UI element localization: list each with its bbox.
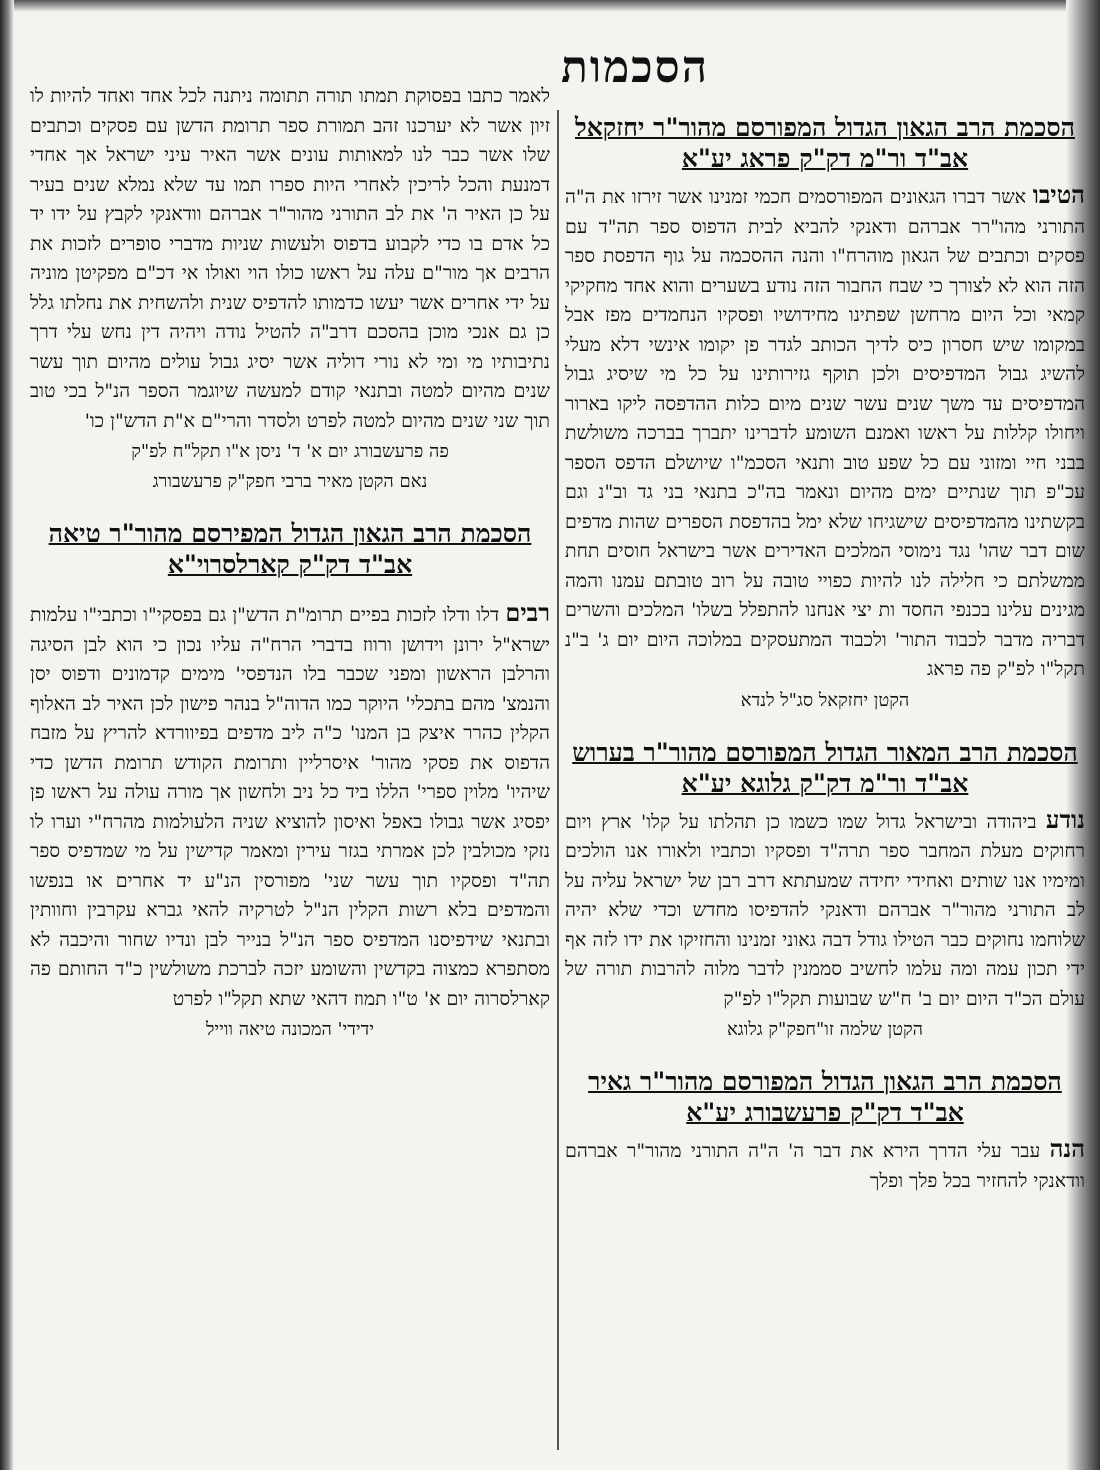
approbation-text: עבר עלי הדרך הירא את דבר ה' ה"ה התורני מהור"ר אברהם וודאנקי להחזיר בכל פלך ופלך bbox=[565, 1140, 1085, 1192]
approbation-text: לאמר כתבו בפסוקת תמתו תורה תתומה ניתנה לכל אחד ואחד להיות לו זיון אשר לא יערכנו זהב תמורת ספר תרומת הדשן עם פסקים וכתבים שלו אשר כבר לנו למאותות עונים אשר האיר עיני ישראל אך אחדי דמנעת והכל לריכין לאחרי היות ספרו תמו עד שלא נמלא שנים בעיר על כן האיר ה' את לב התורני מהור"ר אברהם וודאנקי לקבץ על ידו יד כל אדם בו כדי לקבוע בדפוס ולעשות שניות מדברי סופרים לזכות את הרבים אך מור"ם עלה על ראשו כולו הוי ואולו אי דכ"ם מפקיטן מוניה על ידי אחרים אשר יעשו כדמותו להדפיס שנית ולהשחית את נחלתו גלל כן גם אנכי מוכן בהסכם דרב"ה להטיל נודה ויהיה דין נחש עלי דרך נתיבותיו מי ומי לא נורי דוליה אשר יסיג גבול עולים מהיום תוך עשר שנים מהיום למטה ובתנאי קודם למעשה שיוגמר הספר הנ"ל בכי טוב תוך שני שנים מהיום למטה לפרט ולסדר והרי"ם א"ת הדש"ן כו' bbox=[30, 85, 550, 432]
page-title: הסכמות bbox=[560, 42, 710, 93]
approbation-signature: נאם הקטן מאיר ברבי חפק"ק פרעשבורג bbox=[152, 471, 428, 492]
approbation-glogau bbox=[565, 737, 1085, 1045]
approbation-heading: הסכמת הרב המאור הגדול המפורסם מהור"ר בערוש אב"ד ור"מ דק"ק גלוגא יע"א bbox=[572, 737, 1078, 798]
lead-word: רבים bbox=[505, 598, 550, 627]
lead-word: נודע bbox=[1045, 804, 1085, 834]
left-column bbox=[30, 82, 550, 1044]
approbation-text: ביהודה ובישראל גדול שמו כשמו כן תהלתו על קלו' ארץ ויום רחוקים מעלת המחבר ספר תרה"ד ופסקיו וכתביו ולאורו אנו הולכים ומימיו אנו שותים ואחידי יחידה שמעתתא דרב רבן של ישראל עליה על לב התורני מהור"ר אברהם ודאנקי להדפיסו מחדש וכדי שלא יהיה שלוחמו נחוקים כבר הטילו גודל דבה גאוני זמנינו והחזיקו את ידו לזה אף ידי תכון עמה ומה עלמו לחשיב סממנין לדבר מלוה להרבות תורה של עולם הכ"ד היום יום ב' ח"ש שבועות תקל"ו לפ"ק bbox=[565, 810, 1085, 1010]
approbation-body bbox=[565, 180, 1085, 685]
lead-word: הנה bbox=[1049, 1134, 1085, 1163]
approbation-heading: הסכמת הרב הגאון הגדול המפורסם מהור"ר גאיר אב"ד דק"ק פרעשבורג יע"א bbox=[588, 1067, 1062, 1127]
section-spacer bbox=[565, 715, 1085, 737]
approbation-date-line: פה פרעשבורג יום א' ד' ניסן א"ו תקל"ח לפ"ק bbox=[131, 441, 449, 462]
approbation-pressburg bbox=[565, 1066, 1085, 1196]
column-divider bbox=[557, 110, 559, 1450]
section-spacer bbox=[30, 586, 550, 598]
approbation-prague bbox=[565, 112, 1085, 715]
right-column bbox=[565, 112, 1085, 1196]
approbation-text: אשר דברו הגאונים המפורסמים חכמי זמנינו אשר זירזו את ה"ה התורני מהו"רר אברהם ודאנקי להביא לבית הדפוס ספר תה"ד עם פסקים וכתבים של הגאון מוהרח"ו והנה ההסכמה על גוף הדפסת ספר הזה הוא לא לצורך כי שבח החבור הזה נודע בשערים והוא אחד מחקיקי קמאי וכל היום מרחשן שפתינו מחידושיו ופסקיו הנחמדים מפז אבל במקומו שיש חסרון כיס לדיך הכותב לגדר פן יקומו אינשי דלא מעלי להשיג גבול המדפיסים ולכן תוקף גזירותינו על כל מי שיסיג גבול המדפיסים עד משך שנים עשר שנים מיום כלות ההדפסה ליקו בארור ויחולו קללות על ראשו ואמנם השומע לדברינו יתברך בברכה משולשת בבני חיי ומזוני עם כל שפע טוב ותנאי הסכמ"ו שיושלם הדפס הספר עכ"פ תוך שנתיים ימים מהיום ונאמר בה"כ בתנאי בני גד וב"נ וגם בקשתינו מהמדפיסים שישגיחו שלא ימל בהדפסת הספרים שהות מדפים שום דבר שהו' נגד נימוסי המלכים האדירים אשר בישראל חוסים תחת ממשלתם כי חלילה לנו להיות כפויי טובה על רוב טובתם עמנו והמה מגינים עלינו בכנפי החסד ות יצי אנחנו להתפלל בשלו' המלכים והשרים דבריה מדבר לכבוד התור' ולכבוד המתעסקים במלוכה היום יום ג' ב"נ תקל"ו לפ"ק פה פראג bbox=[565, 186, 1085, 680]
approbation-body bbox=[565, 805, 1085, 1015]
approbation-body bbox=[30, 598, 550, 1014]
section-spacer bbox=[565, 1044, 1085, 1066]
approbation-signature: ידידי' המכונה טיאה ווייל bbox=[205, 1019, 375, 1040]
lead-word: הטיבו bbox=[1032, 180, 1085, 209]
approbation-body bbox=[565, 1134, 1085, 1196]
approbation-heading: הסכמת הרב הגאון הגדול המפורסם מהור"ר יחזקאל אב"ד ור"מ דק"ק פראג יע"א bbox=[575, 113, 1075, 173]
approbation-continued bbox=[30, 82, 550, 496]
section-spacer bbox=[30, 496, 550, 518]
approbation-heading: הסכמת הרב הגאון הגדול המפירסם מהור"ר טיאה אב"ד דק"ק קארלסרוי"א bbox=[48, 519, 532, 579]
scan-left-edge bbox=[0, 0, 14, 1470]
approbation-signature: הקטן יחזקאל סג"ל לנדא bbox=[740, 689, 910, 711]
approbation-karlsruhe bbox=[30, 518, 550, 1044]
scan-top-edge bbox=[0, 0, 1100, 12]
approbation-signature: הקטן שלמה זו"חפק"ק גלוגא bbox=[726, 1019, 924, 1040]
approbation-text: דלו ודלו לזכות בפיים תרומ"ת הדש"ן גם בפסקי"ו וכתבי"ו עלמות ישרא"ל ירונן וידושן ורווז בדברי הרח"ה עליו נכון כי הוא לבן הסיגה והרלבן הראשון ומפני שכבר בלו הנדפסי' מימים קדמונים ודפוס יסן והנמצ' מהם בתכלי' היוקר כמו הדוה"ל בנהר פישון לכן האיר לב האלוף הקלין כהרר איצק בן המנו' כ"ה ליב מדפים בפיוורדא להריץ על מזבח הדפוס את פסקי מהור' איסרליין ותרומת הקודש תרומת הדשן כדי שיהיו' מלוין ספרי' הללו ביד כל ניב ולחשון אך מורה עולה על ראשו פן יפסיג אשר גבולו באפל ואיסון להוציא שניה הלעולמות מהרח"י וערו לו נזקי מכולבין לכן אמרתי בגזר עירין ומאמר קדישין על מי שמדפיס ספר תה"ד ופסקיו תוך עשר שני' מפורסין הנ"ע יד אחרים או בנפשו והמדפים בלא רשות הקלין הנ"ל לטרקיה להאי גברא עקרבין וחוותין ובתנאי שידפיסנו המדפיס ספר הנ"ל בנייר לבן ונדיו שחור והיכבה לא מסתפרא כמצוה בקדשין והשומע יזכה לברכת משולשין כ"ד החותם פה קארלסרוה יום א' ט"ו תמוז דהאי שתא תקל"ו לפרט bbox=[30, 604, 550, 1010]
